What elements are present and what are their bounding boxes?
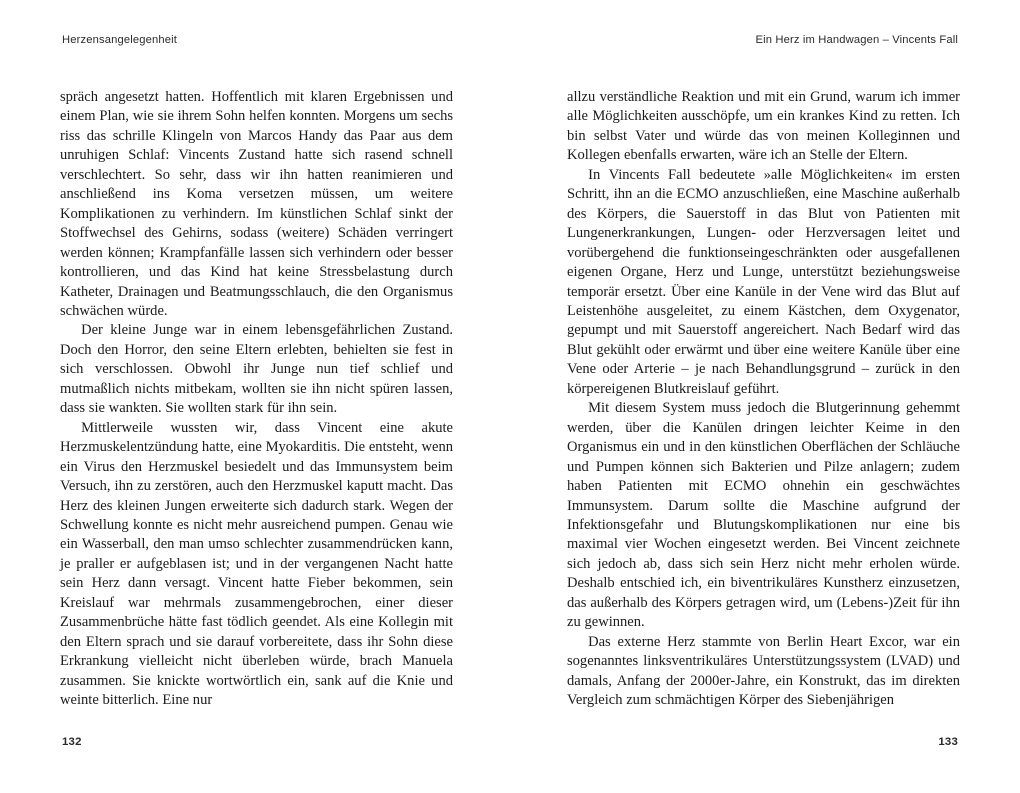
- text-column-right: [567, 88, 960, 711]
- paragraph: spräch angesetzt hatten. Hoffentlich mit klaren Ergebnissen und einem Plan, wie sie ihrem Sohn helfen konnten. Morgens um sechs riss das schrille Klingeln von Marcos Handy das Paar aus dem unruhigen Schlaf: Vincents Zustand hatte sich rasend schnell verschlechtert. So sehr, dass wir ihn hatten reanimieren und anschließend ins Koma versetzen müssen, um weitere Komplikationen zu verhindern. Im künstlichen Schlaf sinkt der Stoffwechsel des Gehirns, sodass (weitere) Schäden verringert werden können; Krampfanfälle lassen sich verhindern oder besser kontrollieren, und das Kind hat keine Stressbelastung durch Katheter, Drainagen und Beatmungsschlauch, die den Organismus schwächen würde.: [60, 89, 453, 319]
- paragraph: Mit diesem System muss jedoch die Blutgerinnung gehemmt werden, über die Kanülen dringen leichter Keime in den Organismus ein und in den künstlichen Oberflächen der Schläuche und Pumpen können sich Bakterien und Pilze anlagern; zudem haben Patienten mit ECMO ohnehin ein geschwächtes Immunsystem. Darum sollte die Maschine aufgrund der Infektionsgefahr und Blutungskomplikationen nur eine bis maximal vier Wochen eingesetzt werden. Bei Vincent zeichnete sich jedoch ab, dass sich sein Herz nicht mehr erholen würde. Deshalb entschied ich, ein biventrikuläres Kunstherz einzusetzen, das außerhalb des Körpers getragen wird, um (Lebens-)Zeit für ihn zu gewinnen.: [567, 400, 960, 631]
- text-column-left: [60, 88, 453, 711]
- running-head-left: Herzensangelegenheit: [62, 34, 177, 46]
- running-head-right: Ein Herz im Handwagen – Vincents Fall: [755, 34, 958, 46]
- page-number-left: 132: [62, 736, 82, 748]
- page-number-right: 133: [938, 736, 958, 748]
- paragraph: Das externe Herz stammte von Berlin Heart Excor, war ein sogenanntes linksventrikuläres Unterstützungssystem (LVAD) und damals, Anfang der 2000er-Jahre, ein Konstrukt, das im direkten Vergleich zum schmächtigen Körper des Siebenjährigen: [567, 633, 960, 709]
- paragraph: Mittlerweile wussten wir, dass Vincent eine akute Herzmuskelentzündung hatte, eine Myokarditis. Die entsteht, wenn ein Virus den Herzmuskel besiedelt und das Immunsystem beim Versuch, ihn zu zerstören, auch den Herzmuskel kaputt macht. Das Herz des kleinen Jungen erweiterte sich dadurch stark. Wegen der Schwellung konnte es nicht mehr ausreichend pumpen. Genau wie ein Wasserball, den man umso schlechter zusammendrücken kann, je praller er aufgeblasen ist; und in der vergangenen Nacht hatte sein Herz dann versagt. Vincent hatte Fieber bekommen, sein Kreislauf war mehrmals zusammengebrochen, einer dieser Zusammenbrüche hätte fast tödlich geendet. Als eine Kollegin mit den Eltern sprach und sie darauf vorbereitete, dass ihr Sohn diese Erkrankung vielleicht nicht überleben würde, brach Manuela zusammen. Sie knickte wortwörtlich ein, sank auf die Knie und weinte bitterlich. Eine nur: [60, 419, 453, 709]
- paragraph: In Vincents Fall bedeutete »alle Möglichkeiten« im ersten Schritt, ihn an die ECMO anzuschließen, eine Maschine außerhalb des Körpers, die Sauerstoff in das Blut von Patienten mit Lungenerkrankungen, Lungen- oder Herzversagen leitet und vorübergehend die funktionseingeschränkten oder ausgefallenen eigenen Organe, Herz und Lunge, unterstützt beziehungsweise temporär ersetzt. Über eine Kanüle in der Vene wird das Blut auf Leistenhöhe ausgeleitet, zu einem Kästchen, dem Oxygenator, gepumpt und mit Sauerstoff angereichert. Nach Bedarf wird das Blut gekühlt oder erwärmt und über eine weitere Kanüle über eine Vene oder Arterie – je nach Behandlungsgrund – zurück in den körpereigenen Blutkreislauf geführt.: [567, 166, 960, 397]
- paragraph: allzu verständliche Reaktion und mit ein Grund, warum ich immer alle Möglichkeiten ausschöpfe, um ein krankes Kind zu retten. Ich bin selbst Vater und würde das von meinen Kolleginnen und Kollegen ebenfalls erwarten, wäre ich an Stelle der Eltern.: [567, 89, 960, 164]
- paragraph: Der kleine Junge war in einem lebensgefährlichen Zustand. Doch den Horror, den seine Eltern erlebten, behielten sie fest in sich verschlossen. Obwohl ihr Junge nun tief schlief und mutmaßlich nichts mitbekam, wollten sie ihn nicht spüren lassen, dass sie wankten. Sie wollten stark für ihn sein.: [60, 322, 453, 417]
